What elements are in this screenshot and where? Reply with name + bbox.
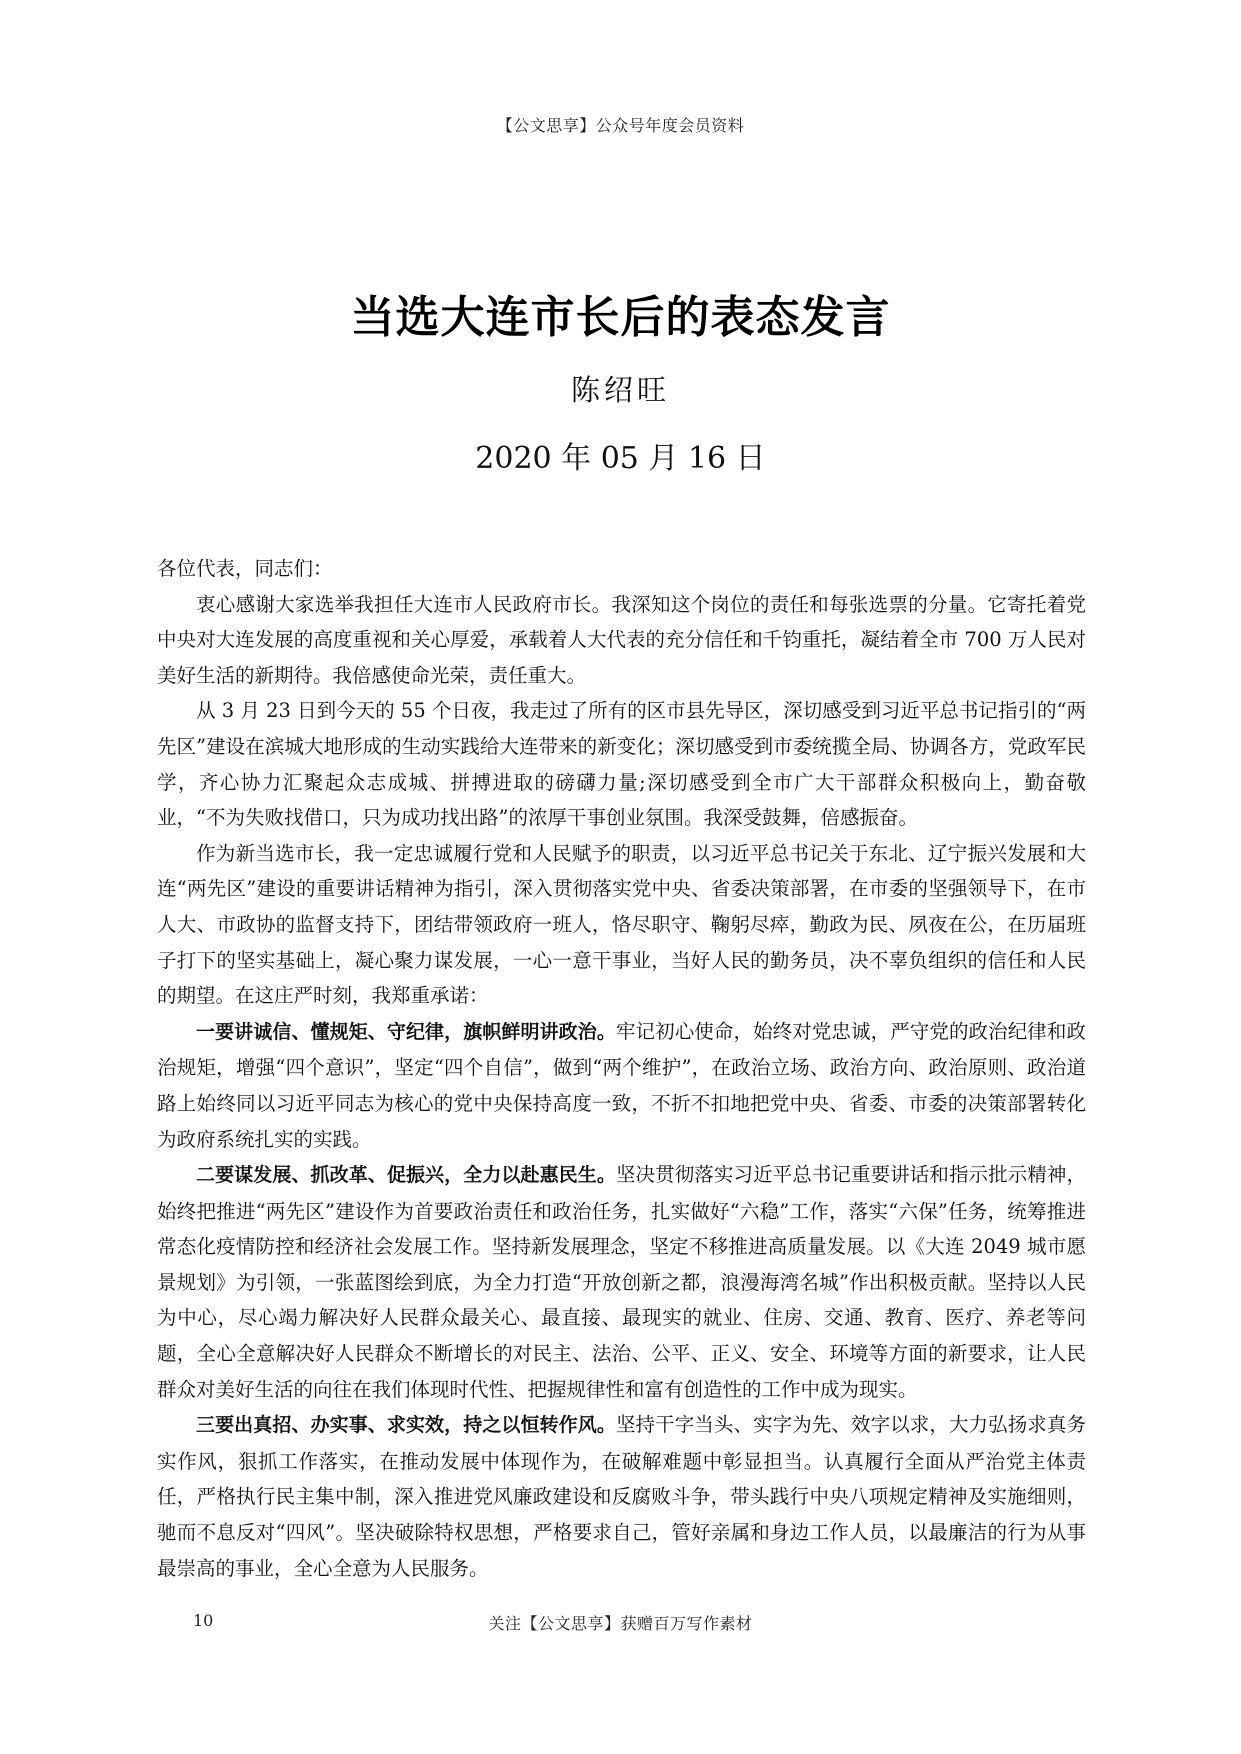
- paragraph: 从 3 月 23 日到今天的 55 个日夜，我走过了所有的区市县先导区，深切感受到习近平总书记指引的“两先区”建设在滨城大地形成的生动实践给大连带来的新变化；深切感受到市委统揽全局、协调各方，党政军民学，齐心协力汇聚起众志成城、拼搏进取的磅礴力量;深切感受到全市广大干部群众积极向上，勤奋敬业，“不为失败找借口，只为成功找出路”的浓厚干事创业氛围。我深受鼓舞，倍感振奋。: [157, 699, 1086, 830]
- commitment-heading: 二要谋发展、抓改革、促振兴，全力以赴惠民生。: [196, 1164, 616, 1187]
- commitment-paragraph: [157, 1157, 1086, 1407]
- page-footer: 关注【公文思享】获赠百万写作素材: [488, 1614, 753, 1633]
- commitment-text: 坚持干字当头、实字为先、效字以求，大力弘扬求真务实作风，狠抓工作落实，在推动发展中体现作为，在破解难题中彰显担当。认真履行全面从严治党主体责任，严格执行民主集中制，深入推进党风廉政建设和反腐败斗争，带头践行中央八项规定精神及实施细则，驰而不息反对“四风”。坚决破除特权思想，严格要求自己，管好亲属和身边工作人员，以最廉洁的行为从事最崇高的事业，全心全意为人民服务。: [157, 1413, 1086, 1580]
- commitment-text: 牢记初心使命，始终对党忠诚，严守党的政治纪律和政治规矩，增强“四个意识”，坚定“四个自信”，做到“两个维护”，在政治立场、政治方向、政治原则、政治道路上始终同以习近平同志为核心的党中央保持高度一致，不折不扣地把党中央、省委、市委的决策部署转化为政府系统扎实的实践。: [157, 1019, 1086, 1151]
- commitment-text: 坚决贯彻落实习近平总书记重要讲话和指示批示精神，始终把推进“两先区”建设作为首要政治责任和政治任务，扎实做好“六稳”工作，落实“六保”任务，统筹推进常态化疫情防控和经济社会发展工作。坚持新发展理念，坚定不移推进高质量发展。以《大连 2049 城市愿景规划》为引领，一张蓝图绘到底，为全力打造“开放创新之都，浪漫海湾名城”作出积极贡献。坚持以人民为中心，尽心竭力解决好人民群众最关心、最直接、最现实的就业、住房、交通、教育、医疗、养老等问题，全心全意解决好人民群众不断增长的对民主、法治、公平、正义、安全、环境等方面的新要求，让人民群众对美好生活的向往在我们体现时代性、把握规律性和富有创造性的工作中成为现实。: [157, 1163, 1086, 1401]
- page-number: 10: [193, 1611, 214, 1630]
- document-body: [157, 551, 1086, 1586]
- paragraph: 作为新当选市长，我一定忠诚履行党和人民赋予的职责，以习近平总书记关于东北、辽宁振兴发展和大连“两先区”建设的重要讲话精神为指引，深入贯彻落实党中央、省委决策部署，在市委的坚强领导下，在市人大、市政协的监督支持下，团结带领政府一班人，恪尽职守、鞠躬尽瘁，勤政为民、夙夜在公，在历届班子打下的坚实基础上，凝心聚力谋发展，一心一意干事业，当好人民的勤务员，决不辜负组织的信任和人民的期望。在这庄严时刻，我郑重承诺：: [157, 841, 1086, 1008]
- document-title: 当选大连市长后的表态发言: [350, 292, 891, 343]
- page-header: 【公文思享】公众号年度会员资料: [496, 116, 745, 135]
- document-date: 2020 年 05 月 16 日: [475, 441, 766, 476]
- salutation: 各位代表，同志们：: [157, 557, 333, 580]
- commitment-paragraph: [157, 1407, 1086, 1586]
- paragraph: 衷心感谢大家选举我担任大连市人民政府市长。我深知这个岗位的责任和每张选票的分量。它寄托着党中央对大连发展的高度重视和关心厚爱，承载着人大代表的充分信任和千钧重托，凝结着全市 700 万人民对美好生活的新期待。我倍感使命光荣，责任重大。: [157, 592, 1086, 687]
- commitment-heading: 一要讲诚信、懂规矩、守纪律，旗帜鲜明讲政治。: [196, 1020, 616, 1043]
- commitment-paragraph: [157, 1014, 1086, 1157]
- commitment-heading: 三要出真招、办实事、求实效，持之以恒转作风。: [196, 1414, 616, 1437]
- document-author: 陈绍旺: [570, 373, 670, 407]
